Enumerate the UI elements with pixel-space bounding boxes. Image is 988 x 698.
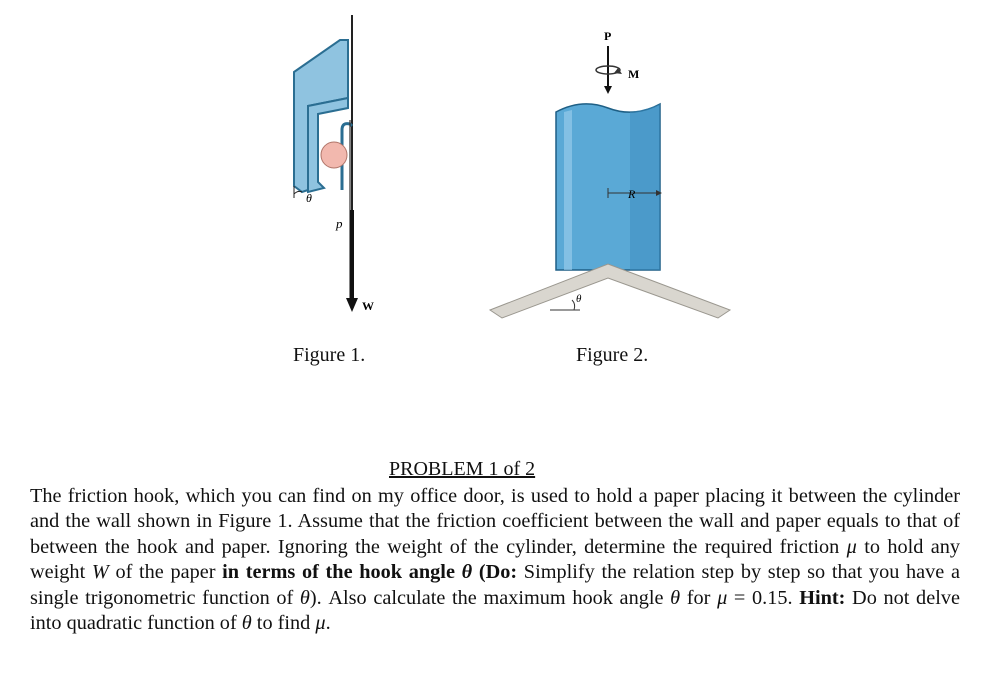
bold-run: in terms of the hook angle (222, 561, 462, 584)
text-run: . (325, 612, 331, 635)
bold-run: (Do: (478, 561, 518, 584)
text-run: to find (251, 612, 316, 635)
force-arrow-head (604, 86, 612, 94)
symbol-w: W (91, 561, 109, 584)
radius-label: R (628, 187, 636, 201)
problem-body (30, 484, 960, 636)
symbol-mu: μ (315, 612, 326, 635)
hook-body (294, 40, 348, 192)
figure-2-diagram (480, 20, 740, 330)
moment-label: M (628, 67, 640, 81)
text-run: The friction hook, which you can find on my office door, is used to hold a paper placing it between the cylinder and the wall shown in Figure 1. Assume that the friction coefficient between the wall and paper equals to that of between the hook and paper. Ignoring the weight of the cylinder, determine the required friction (30, 485, 960, 558)
symbol-mu: μ (846, 535, 857, 558)
moment-arrow-head (614, 68, 622, 74)
text-run: Do not delve into quadratic function of (30, 586, 960, 635)
ground-wedge (490, 264, 730, 318)
problem-title: PROBLEM 1 of 2 (389, 458, 536, 480)
theta-label-2: θ (576, 293, 582, 305)
cylinder-highlight (564, 110, 572, 270)
problem-paragraph (30, 484, 960, 636)
text-run: of the paper (108, 561, 223, 584)
paper-label: p (336, 216, 343, 231)
hint-label: Hint: (799, 586, 846, 609)
angle-arc-2 (572, 300, 575, 310)
symbol-mu: μ (717, 586, 728, 609)
figure-1-caption: Figure 1. (293, 344, 366, 366)
weight-arrow-head (346, 298, 358, 312)
weight-label: W (362, 299, 374, 313)
text-run: ). Also calculate the maximum hook angle (309, 586, 671, 609)
symbol-theta: θ (670, 586, 681, 609)
text-run: for (680, 586, 718, 609)
symbol-theta: θ (241, 612, 252, 635)
figure-1-diagram (280, 10, 400, 330)
text-run: = 0.15. (727, 586, 800, 609)
text-run: to hold any weight (30, 535, 961, 584)
symbol-theta: θ (461, 561, 473, 584)
symbol-theta: θ (299, 586, 310, 609)
force-label: P (604, 29, 612, 43)
cylinder-ball (321, 142, 347, 168)
angle-arc (294, 191, 302, 194)
figure-2-caption: Figure 2. (576, 344, 649, 366)
theta-label: θ (306, 191, 312, 205)
text-run: Simplify the relation step by step so that you have a single trigonometric function of (30, 561, 960, 609)
